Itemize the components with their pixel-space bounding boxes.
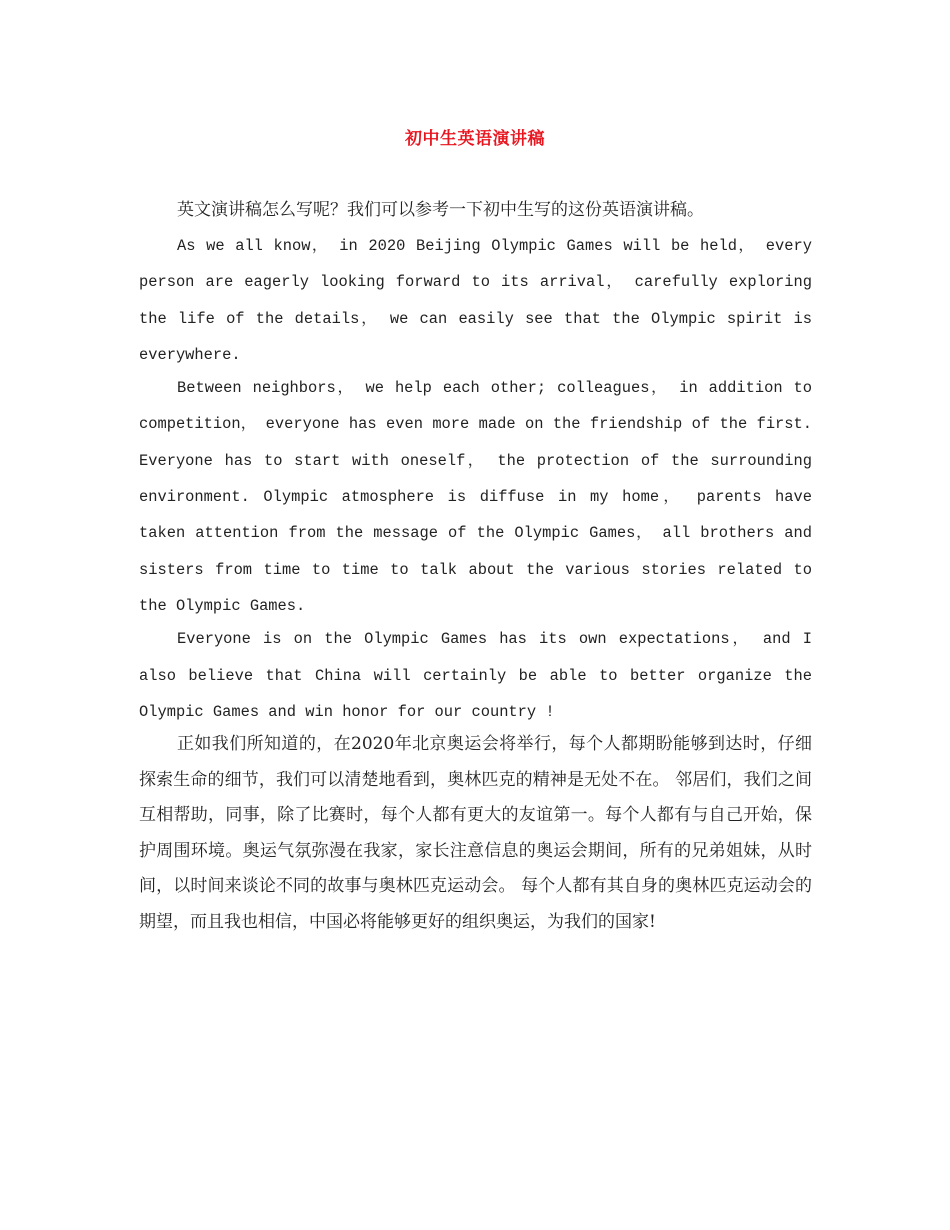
english-paragraph-3: Everyone is on the Olympic Games has its own expectations， and I also believe that China will certainly be able to better organize the Olympic Games and win honor for our country ! xyxy=(139,630,812,721)
intro-paragraph: 英文演讲稿怎么写呢？我们可以参考一下初中生写的这份英语演讲稿。 xyxy=(177,200,704,220)
english-paragraph-2: Between neighbors， we help each other; colleagues， in addition to competition， everyone has even more made on the friendship of the first. Everyone has to start with oneself， the protection of the surrounding environment. Olympic atmosphere is diffuse in my home， parents have taken attention from the message of the Olympic Games， all brothers and sisters from time to time to talk about the various stories related to the Olympic Games. xyxy=(139,379,812,615)
document-body xyxy=(139,192,812,940)
document-title: 初中生英语演讲稿 xyxy=(405,129,545,149)
english-paragraph-1: As we all know， in 2020 Beijing Olympic Games will be held， every person are eagerly looking forward to its arrival， carefully exploring the life of the details， we can easily see that the Olympic spirit is everywhere. xyxy=(139,237,812,364)
chinese-paragraph: 正如我们所知道的，在2020年北京奥运会将举行，每个人都期盼能够到达时，仔细探索生命的细节，我们可以清楚地看到，奥林匹克的精神是无处不在。 邻居们，我们之间互相帮助，同事，除了比赛时，每个人都有更大的友谊第一。每个人都有与自己开始，保护周围环境。奥运气氛弥漫在我家，家长注意信息的奥运会期间，所有的兄弟姐妹，从时间，以时间来谈论不同的故事与奥林匹克运动会。 每个人都有其自身的奥林匹克运动会的期望，而且我也相信，中国必将能够更好的组织奥运，为我们的国家! xyxy=(139,734,812,932)
